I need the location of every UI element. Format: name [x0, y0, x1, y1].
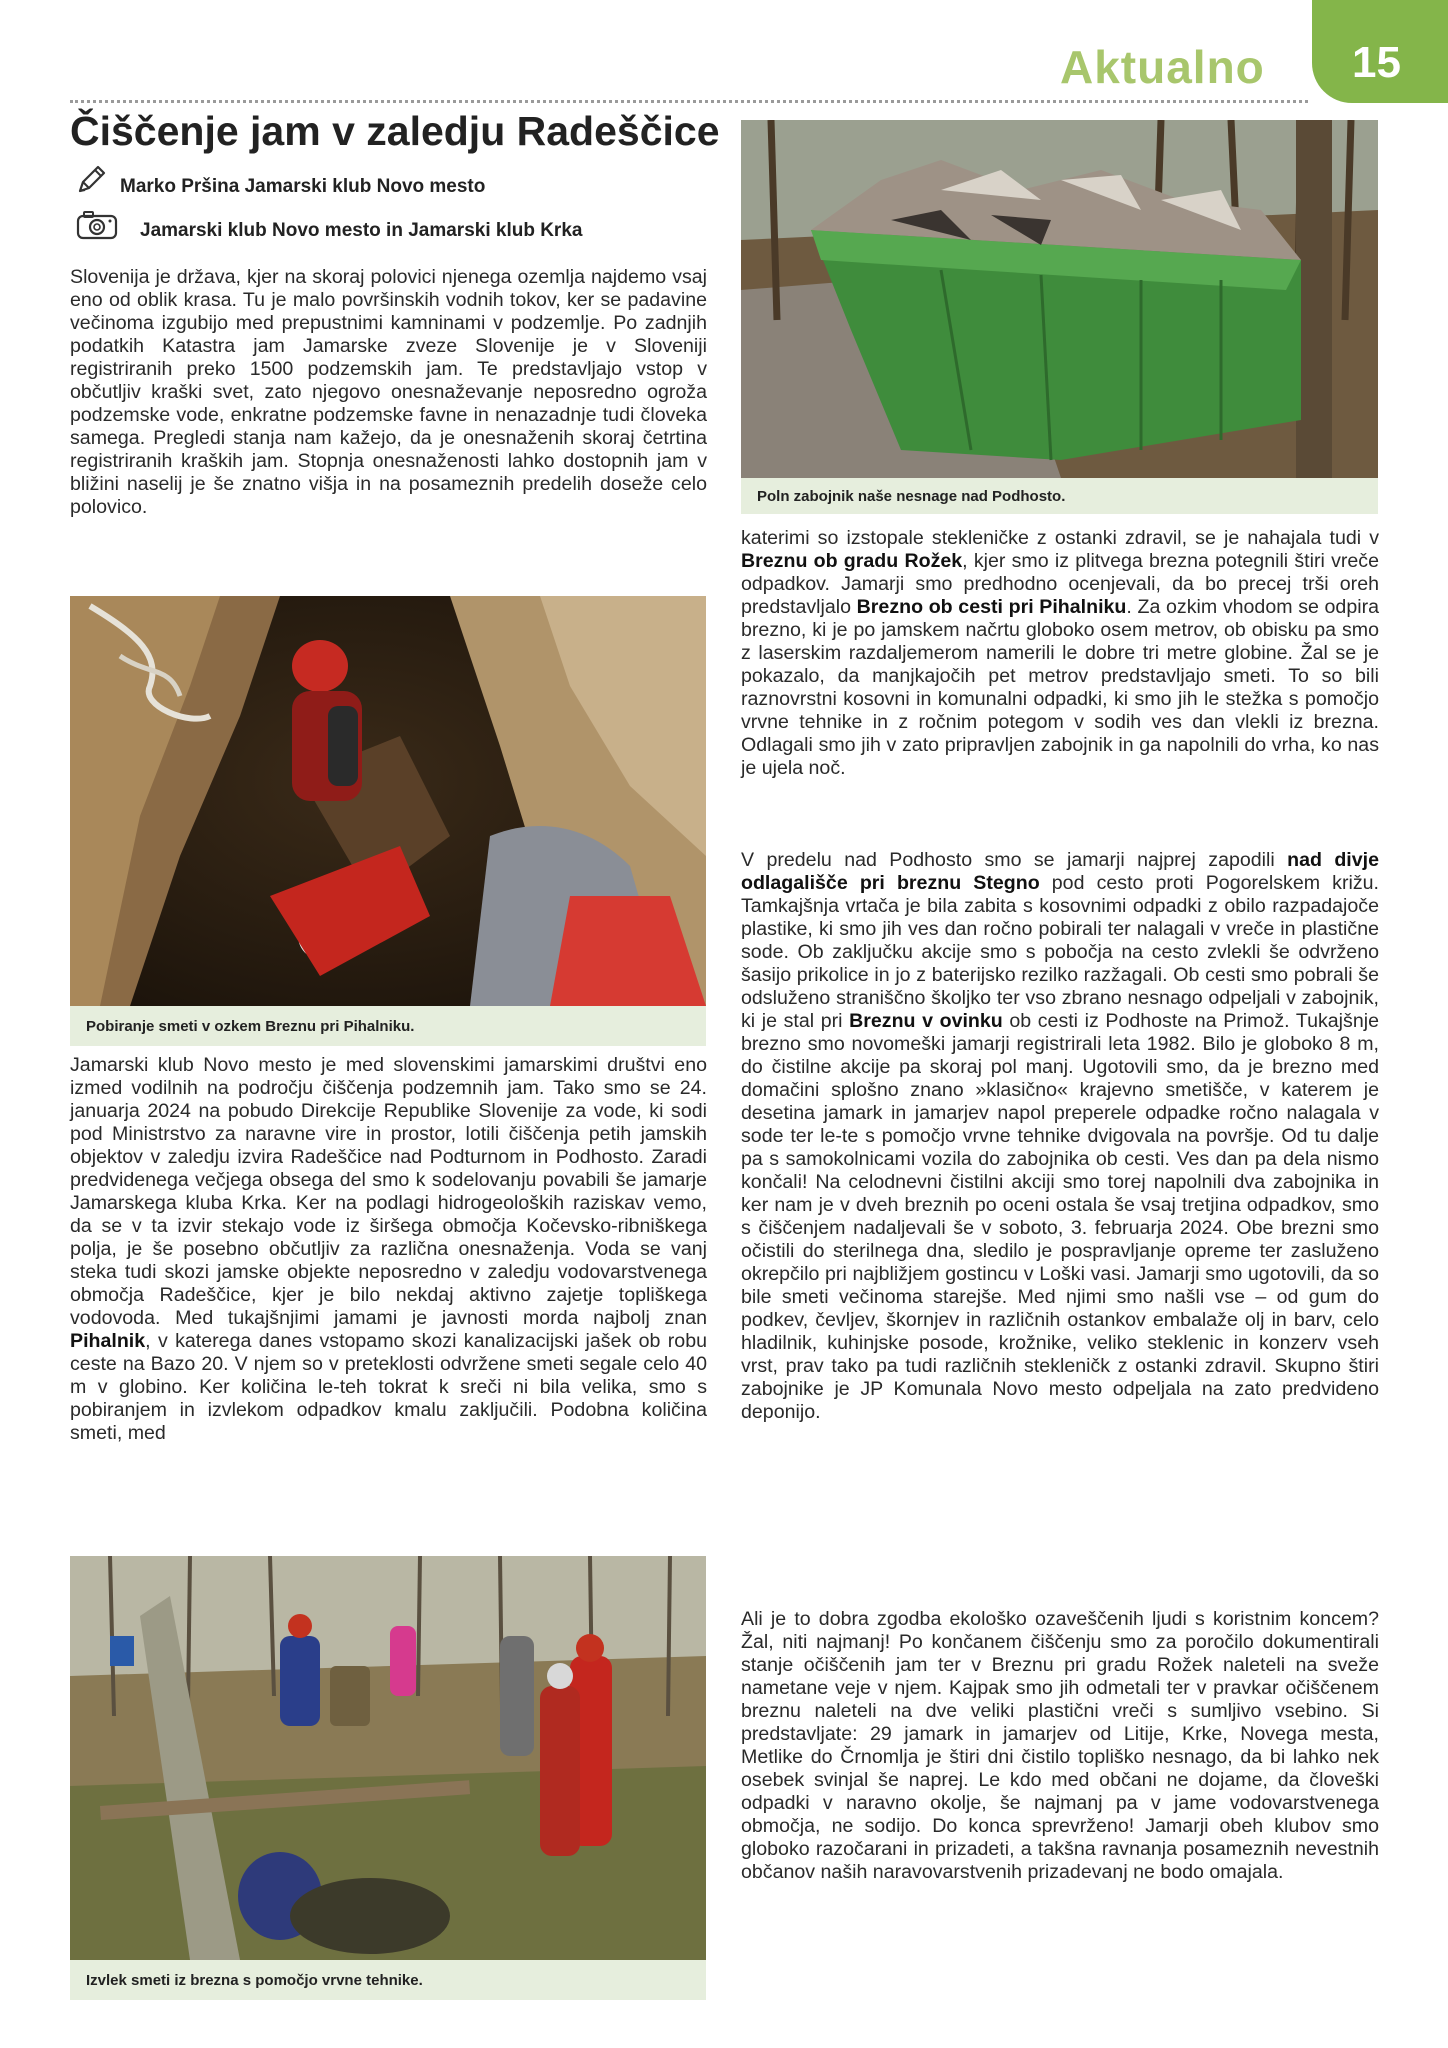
cave-name-brezno-pihalnik: Brezno ob cesti pri Pihalniku — [856, 596, 1127, 618]
author-credit: Marko Pršina Jamarski klub Novo mesto — [120, 176, 486, 197]
right-p1-text-3: . Za ozkim vhodom se odpira brezno, ki je po jamskem načrtu globoko osem metrov, ob obisku pa smo z laserskim razdaljemerom namerili le dobre tri metre globine. Žal se je pokazalo, da manjkajočih pet metrov predstavljajo smeti. To so bili raznovrstni kosovni in komunalni odpadki, ki smo jih le stežka s pomočjo vrvne tehnike in z ročnim potegom v sodih ves dan vlekli iz brezna. Odlagali smo jih v zato pripravljen zabojnik in ga napolnili do vrha, ko nas je ujela noč. — [741, 596, 1379, 779]
right-p1-text-2: , kjer smo iz plitvega brezna potegnili štiri vreče odpadkov. Jamarji smo predhodno ocenjevali, da bo precej trši oreh predstavljalo — [741, 550, 1379, 618]
page-number: 15 — [1352, 38, 1401, 87]
container-photo — [741, 120, 1378, 478]
group-photo-caption: Izvlek smeti iz brezna s pomočjo vrvne tehnike. — [70, 1960, 706, 2000]
right-column-paragraph-3: Ali je to dobra zgodba ekološko ozaveščenih ljudi s koristnim koncem? Žal, niti najmanj! Po končanem čiščenju smo za poročilo dokumentirali stanje očiščenih jam ter v Breznu pri gradu Rožek naleteli na sveže nametane veje v njem. Kajpak smo jih odmetali ter v pravkar očiščenem breznu naleteli na dve veliki plastični vreči s sumljivo vsebino. Si predstavljate: 29 jamark in jamarjev od Litije, Krke, Novega mesta, Metlike do Črnomlja je štiri dni čistilo topliško nesnago, da bi lahko nek osebek svinjal še naprej. Le kdo med občani ne dojame, da človeški odpadki v naravno okolje, še najmanj pa v jame vodovarstvenega območja, ne sodijo. Do konca sprevrženo! Jamarji obeh klubov smo globoko razočarani in prizadeti, a takšna ravnanja posameznih nevestnih občanov naših naravovarstvenih prizadevanj ne bodo omajala. — [741, 1608, 1379, 1883]
cave-name-rozek: Breznu ob gradu Rožek — [741, 550, 963, 572]
right-p2-text-3: ob cesti iz Podhoste na Primož. Tukajšnje brezno smo novomeški jamarji registrirali leta 1982. Bilo je globoko 8 m, do čistilne akcije pa skoraj pol manj. Ugotovili smo, da je brezno med domačini splošno znano »klasično« krajevno smetišče, v katerem je desetina jamark in jamarjev napol preperele odpadke ročno nalagala v sode ter le-te s pomočjo vrvne tehnike dvigovala na površje. Od tu dalje pa s samokolnicami vozila do zabojnika ob cesti. Ves dan pa dela nismo končali! Na celodnevni čistilni akciji smo torej napolnili dva zabojnika in ker nam je v dveh breznih po oceni ostala še vsaj tretjina odpadkov, smo s čiščenjem nadaljevali še v soboto, 3. februarja 2024. Obe brezni smo očistili do sterilnega dna, sledilo je pospravljanje opreme ter zasluženo okrepčilo pri najbližjem gostincu v Loški vasi. Jamarji smo ugotovili, da so bile smeti večinoma starejše. Med njimi smo našli vse – od gum do podkev, čevljev, škornjev in različnih ostankov embalaže olj in barv, celo hladilnik, kuhinjske posode, krožnike, veliko steklenic in konzerv vseh vrst, prav tako pa tudi različnih stekleničk z ostanki zdravil. Skupno štiri zabojnike je JP Komunala Novo mesto odpeljala na zato predvideno deponijo. — [741, 1010, 1379, 1423]
cave-photo-caption: Pobiranje smeti v ozkem Breznu pri Pihalniku. — [70, 1006, 706, 1046]
section-label: Aktualno — [1060, 41, 1265, 93]
article-title: Čiščenje jam v zaledju Radeščice — [70, 108, 720, 154]
pencil-icon — [76, 163, 108, 200]
cave-name-pihalnik: Pihalnik — [70, 1330, 146, 1352]
right-column-paragraph-2 — [741, 849, 1379, 1424]
left-paragraph-text-1: Jamarski klub Novo mesto je med slovenskimi jamarskimi društvi eno izmed vodilnih na področju čiščenja podzemnih jam. Tako smo se 24. januarja 2024 na pobudo Direkcije Republike Slovenije za vode, ki sodi pod Ministrstvo za naravne vire in prostor, lotili čiščenja petih jamskih objektov v zaledju izvira Radeščice nad Podturnom in Podhosto. Zaradi predvidenega večjega obsega del smo k sodelovanju povabili še jamarje Jamarskega kluba Krka. Ker na podlagi hidrogeoloških raziskav vemo, da se v ta izvir stekajo vode iz širšega območja Kočevsko-ribniškega polja, je še posebno občutljiv za različna onesnaženja. Voda se vanj steka tudi skozi jamske objekte neposredno v zaledju vodovarstvenega območja Radeščice, kjer je bilo nekdaj aktivno zajetje topliškega vodovoda. Med tukajšnjimi jamami je javnosti morda najbolj znan — [70, 1054, 707, 1329]
left-paragraph-text-2: , v katerega danes vstopamo skozi kanalizacijski jašek ob robu ceste na Bazo 20. V njem so v preteklosti odvržene smeti segale celo 40 m v globino. Ker količina le-teh tokrat k sreči ni bila velika, smo s pobiranjem in izvlekom odpadkov kmalu zaključili. Podobna količina smeti, med — [70, 1330, 707, 1444]
site-name-stegno: nad divje odlagališče pri breznu Stegno — [741, 849, 1379, 894]
right-p2-text-1: V predelu nad Podhosto smo se jamarji najprej zapodili — [741, 849, 1288, 871]
right-p2-text-2: pod cesto proti Pogorelskem križu. Tamkajšnja vrtača je bila zabita s kosovnimi odpadki z obilo razpadajoče plastike, ki smo jih ves dan ročno pobirali ter nalagali v vreče in plastične sode. Ob zaključku akcije smo s pobočja na cesto zvlekli še odvrženo šasijo prikolice in jo z baterijsko rezilko razžagali. Ob cesti smo pobrali še odsluženo straniščno školjko ter vso zbrano nesnago odpeljali v zabojnik, ki je stal pri — [741, 872, 1379, 1032]
header-divider — [70, 100, 1308, 103]
right-column-paragraph-1 — [741, 527, 1379, 780]
cave-photo — [70, 596, 706, 1006]
group-photo — [70, 1556, 706, 1960]
camera-icon — [76, 210, 118, 245]
container-photo-caption: Poln zabojnik naše nesnage nad Podhosto. — [741, 478, 1378, 514]
left-column-paragraph — [70, 1054, 707, 1445]
cave-name-ovinku: Breznu v ovinku — [849, 1010, 1003, 1032]
intro-paragraph: Slovenija je država, kjer na skoraj polovici njenega ozemlja najdemo vsaj eno od oblik krasa. Tu je malo površinskih vodnih tokov, ker se padavine večinoma izgubijo med prepustnimi kamninami v podzemlje. Po zadnjih podatkih Katastra jam Jamarske zveze Slovenije je v Sloveniji registriranih preko 1500 podzemskih jam. Te predstavljajo vstop v občutljiv kraški svet, zato njegovo onesnaževanje neposredno ogroža podzemske vode, enkratne podzemske favne in nenazadnje tudi človeka samega. Pregledi stanja nam kažejo, da je onesnaženih skoraj četrtina registriranih kraških jam. Stopnja onesnaženosti lahko dostopnih jam v bližini naselij je še znatno višja in na posameznih predelih doseže celo polovico. — [70, 266, 707, 518]
right-p1-text-1: katerimi so izstopale stekleničke z ostanki zdravil, se je nahajala tudi v — [741, 527, 1379, 549]
photo-credit: Jamarski klub Novo mesto in Jamarski klub Krka — [140, 220, 583, 241]
